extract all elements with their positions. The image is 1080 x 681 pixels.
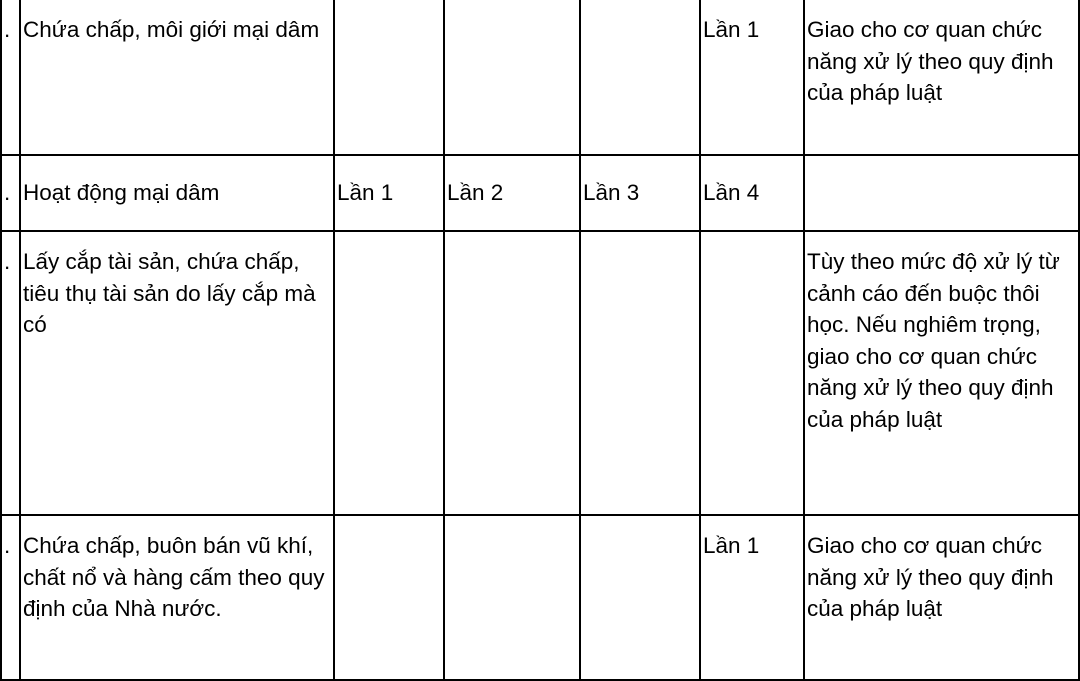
time-4-cell: Lần 1 [700,0,804,155]
time-2-cell: Lần 2 [444,155,580,231]
time-1-cell [334,515,444,680]
handling-cell: Giao cho cơ quan chức năng xử lý theo quy định của pháp luật [804,515,1079,680]
table-row [1,231,1079,515]
violation-cell: Chứa chấp, môi giới mại dâm [20,0,334,155]
violation-cell: Chứa chấp, buôn bán vũ khí, chất nổ và hàng cấm theo quy định của Nhà nước. [20,515,334,680]
handling-cell: Tùy theo mức độ xử lý từ cảnh cáo đến buộc thôi học. Nếu nghiêm trọng, giao cho cơ quan chức năng xử lý theo quy định của pháp luật [804,231,1079,515]
handling-cell: Giao cho cơ quan chức năng xử lý theo quy định của pháp luật [804,0,1079,155]
table-row [1,515,1079,680]
time-2-cell [444,231,580,515]
violation-cell: Hoạt động mại dâm [20,155,334,231]
time-1-cell: Lần 1 [334,155,444,231]
row-number: . [1,231,20,515]
time-4-cell: Lần 4 [700,155,804,231]
time-2-cell [444,0,580,155]
time-1-cell [334,231,444,515]
row-number: . [1,515,20,680]
handling-cell [804,155,1079,231]
table-row [1,0,1079,155]
time-1-cell [334,0,444,155]
time-2-cell [444,515,580,680]
time-3-cell: Lần 3 [580,155,700,231]
violation-cell: Lấy cắp tài sản, chứa chấp, tiêu thụ tài sản do lấy cắp mà có [20,231,334,515]
time-4-cell [700,231,804,515]
time-3-cell [580,0,700,155]
time-4-cell: Lần 1 [700,515,804,680]
time-3-cell [580,515,700,680]
row-number: . [1,0,20,155]
row-number: . [1,155,20,231]
time-3-cell [580,231,700,515]
table-row [1,155,1079,231]
